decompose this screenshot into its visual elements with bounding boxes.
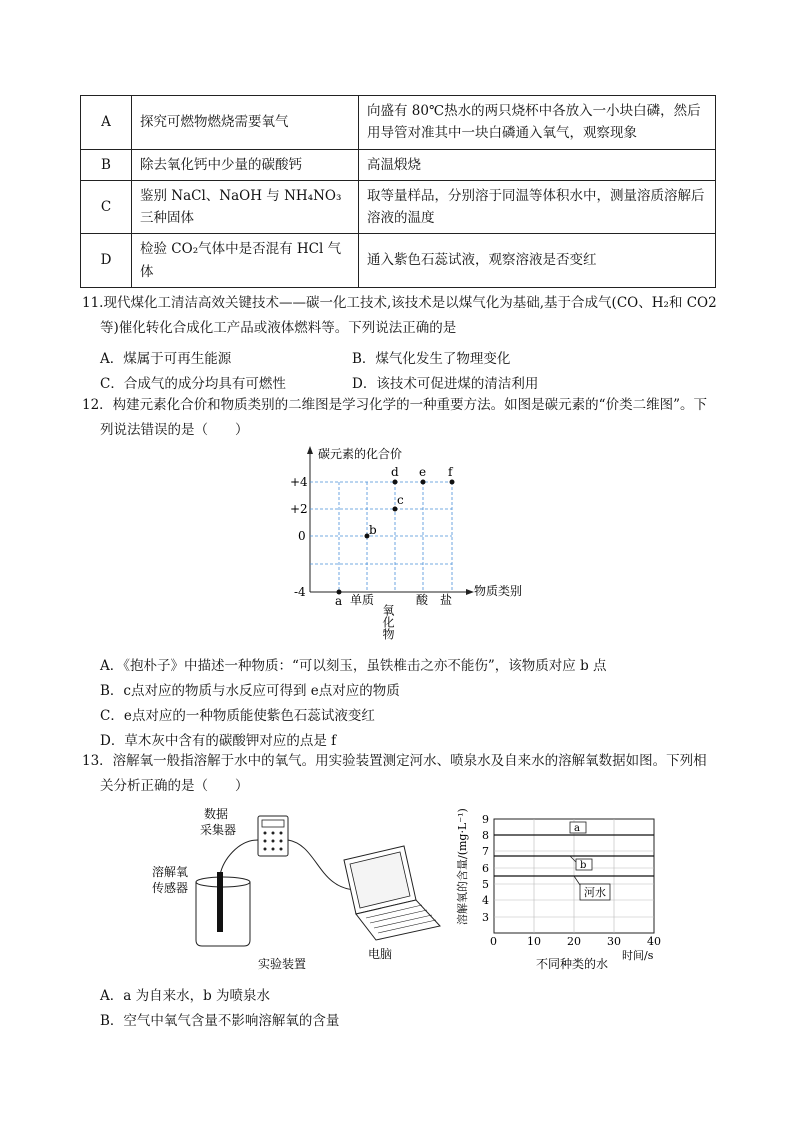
apparatus-caption: 实验装置 <box>258 957 307 971</box>
ytick-minus4: -4 <box>294 585 306 599</box>
x-axis-arrow <box>466 589 474 595</box>
q11-option-d: D．该技术可促进煤的清洁利用 <box>352 376 539 392</box>
xcat-elemental: 单质 <box>350 593 375 607</box>
experiment-apparatus <box>148 800 448 975</box>
q12-option-c: C．e点对应的一种物质能使紫色石蕊试液变红 <box>100 708 375 724</box>
dissolved-oxygen-chart <box>450 805 670 975</box>
graph-caption: 不同种类的水 <box>536 957 609 971</box>
row-purpose: 检验 CO₂气体中是否混有 HCl 气体 <box>132 234 359 288</box>
point-e-label: e <box>419 465 427 479</box>
table-row <box>81 96 716 150</box>
ytick-5: 5 <box>482 878 489 891</box>
ytick-0: 0 <box>298 529 306 543</box>
q12-option-a: A．《抱朴子》中描述一种物质：“可以刻玉，虽铁椎击之亦不能伤”，该物质对应 b 点 <box>100 658 607 674</box>
row-purpose: 探究可燃物燃烧需要氧气 <box>132 96 359 150</box>
line-a-label: a <box>574 823 580 834</box>
table-row <box>81 234 716 288</box>
xcat-salt: 盐 <box>440 593 453 607</box>
collector-screen <box>262 820 284 827</box>
row-label: C <box>81 180 132 234</box>
xcat-oxide: 氧化物 <box>381 604 395 640</box>
q11-stem-line2: 等)催化转化合成化工产品或液体燃料等。下列说法正确的是 <box>100 320 457 336</box>
row-purpose: 鉴别 NaCl、NaOH 与 NH₄NO₃三种固体 <box>132 180 359 234</box>
xtick-0: 0 <box>490 935 497 948</box>
row-method: 向盛有 80℃热水的两只烧杯中各放入一小块白磷，然后用导管对准其中一块白磷通入氧气，观察现象 <box>359 96 716 150</box>
graph-ylabel: 溶解氧的含量/(mg·L⁻¹) <box>456 808 469 925</box>
xtick-40: 40 <box>647 935 661 948</box>
collector-label-1: 数据 <box>204 807 229 821</box>
ytick-plus4: +4 <box>290 475 308 489</box>
sensor-cable <box>220 840 258 875</box>
ytick-7: 7 <box>482 845 489 858</box>
row-purpose: 除去氧化钙中少量的碳酸钙 <box>132 149 359 180</box>
table-row <box>81 180 716 234</box>
xtick-30: 30 <box>607 935 621 948</box>
line-b-label: b <box>580 860 587 871</box>
row-method: 取等量样品，分别溶于同温等体积水中，测量溶质溶解后溶液的温度 <box>359 180 716 234</box>
ytick-6: 6 <box>482 862 489 875</box>
xcat-acid: 酸 <box>416 593 429 607</box>
ytick-4: 4 <box>482 894 489 907</box>
q13-stem-line1: 13．溶解氧一般指溶解于水中的氧气。用实验装置测定河水、喷泉水及自来水的溶解氧数据如图。下列相 <box>82 753 707 769</box>
ytick-9: 9 <box>482 813 489 826</box>
y-axis-arrow <box>307 446 313 454</box>
row-method: 通入紫色石蕊试液，观察溶液是否变红 <box>359 234 716 288</box>
ytick-8: 8 <box>482 829 489 842</box>
point-f-label: f <box>448 465 453 479</box>
point-b-label: b <box>369 523 377 537</box>
collector-label-2: 采集器 <box>200 823 237 837</box>
point-a-label: a <box>335 594 343 608</box>
xtick-20: 20 <box>567 935 581 948</box>
ytick-plus2: +2 <box>290 502 308 516</box>
q13-stem-line2: 关分析正确的是（ ） <box>100 778 249 794</box>
point-c <box>393 507 398 512</box>
point-f <box>450 480 455 485</box>
q12-option-b: B．c点对应的物质与水反应可得到 e点对应的物质 <box>100 683 400 699</box>
table-row <box>81 149 716 180</box>
valence-category-chart <box>280 440 540 645</box>
row-label: A <box>81 96 132 150</box>
sensor-label-1: 溶解氧 <box>152 865 189 879</box>
row-method: 高温煅烧 <box>359 149 716 180</box>
row-label: D <box>81 234 132 288</box>
q12-stem-line2: 列说法错误的是（ ） <box>100 422 249 438</box>
grid <box>310 482 452 592</box>
q12-stem-line1: 12．构建元素化合价和物质类别的二维图是学习化学的一种重要方法。如图是碳元素的“价类二维图”。下 <box>82 397 707 413</box>
line-river-label: 河水 <box>584 886 606 899</box>
chart-xlabel: 物质类别 <box>474 584 523 598</box>
point-e <box>421 480 426 485</box>
point-d <box>393 480 398 485</box>
q11-option-b: B．煤气化发生了物理变化 <box>352 351 511 367</box>
chart-ylabel: 碳元素的化合价 <box>318 447 403 461</box>
ytick-3: 3 <box>482 911 489 924</box>
q13-option-b: B．空气中氧气含量不影响溶解氧的含量 <box>100 1013 340 1029</box>
experiment-table <box>80 95 716 288</box>
point-c-label: c <box>397 493 404 507</box>
q11-option-c: C．合成气的成分均具有可燃性 <box>100 376 286 392</box>
q11-stem-line1: 11.现代煤化工清洁高效关键技术——碳一化工技术,该技术是以煤气化为基础,基于合成气(CO、H₂和 CO2 <box>82 295 717 311</box>
q11-option-a: A．煤属于可再生能源 <box>100 351 232 367</box>
point-d-label: d <box>391 465 399 479</box>
computer-label: 电脑 <box>368 947 393 961</box>
q13-option-a: A．a 为自来水，b 为喷泉水 <box>100 988 271 1004</box>
graph-xlabel: 时间/s <box>622 949 654 962</box>
q12-option-d: D．草木灰中含有的碳酸钾对应的点是 f <box>100 733 337 749</box>
oxygen-sensor <box>217 872 223 932</box>
row-label: B <box>81 149 132 180</box>
xtick-10: 10 <box>527 935 541 948</box>
sensor-label-2: 传感器 <box>152 881 189 895</box>
